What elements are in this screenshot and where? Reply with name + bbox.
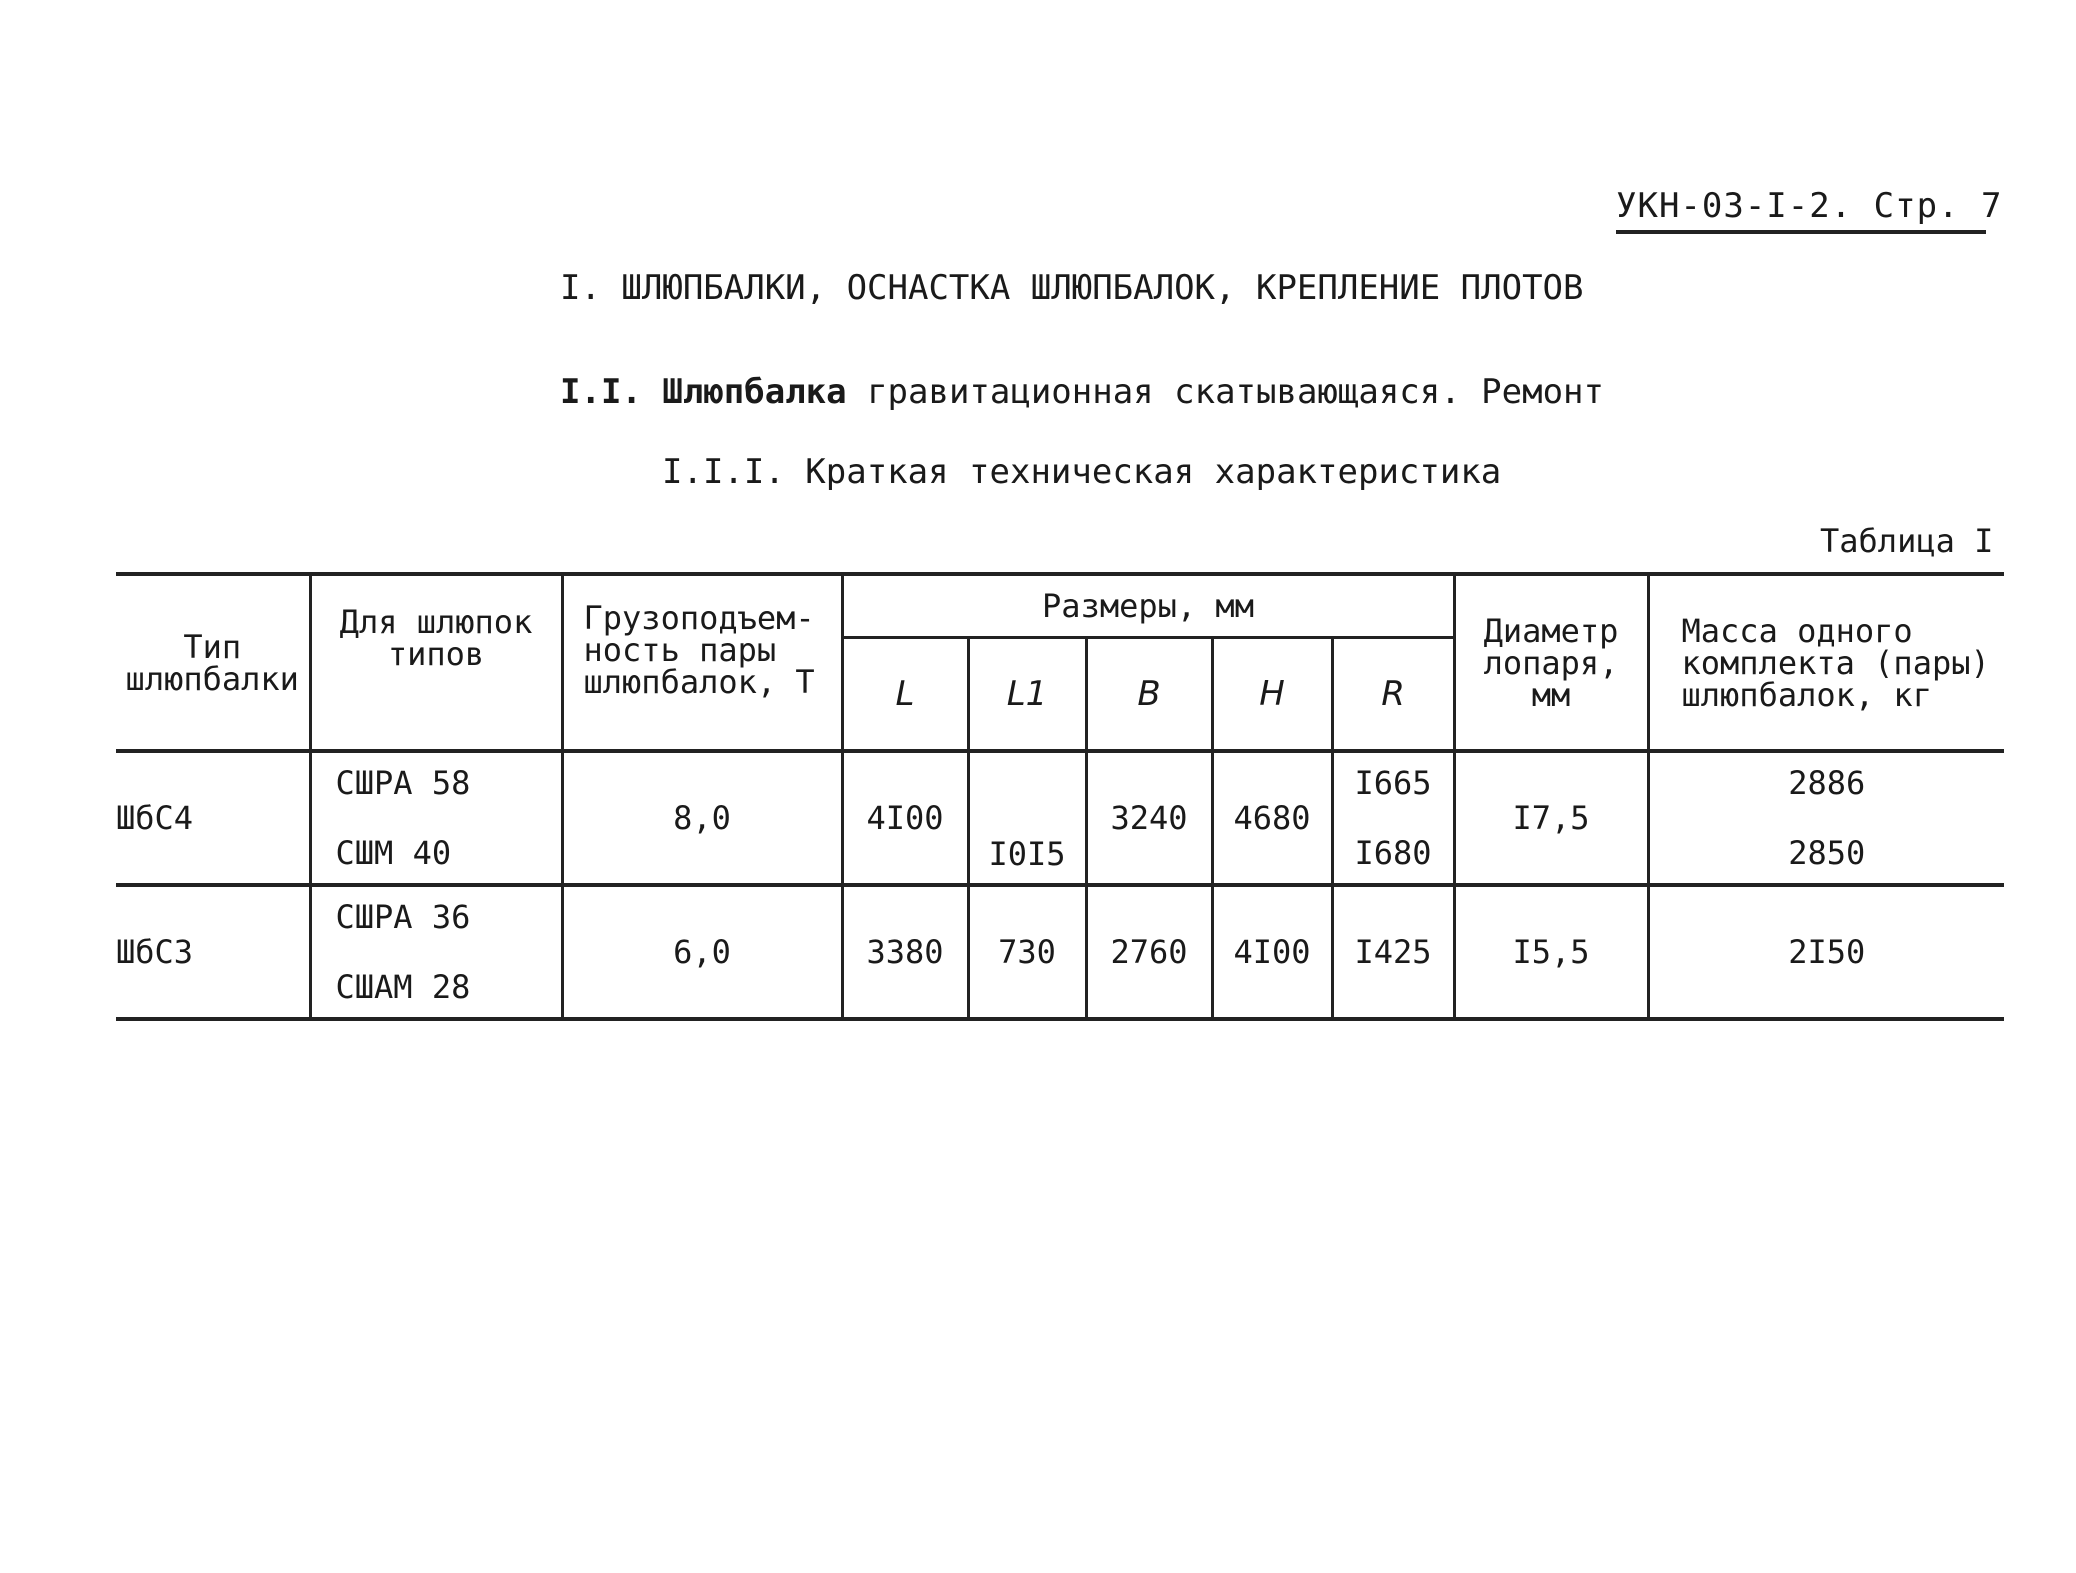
header-dim-r: R [1332,638,1454,752]
subsection-bold-word: Шлюпбалка [662,372,847,412]
cell-boat-1: СШРА 36 [335,898,471,936]
cell-mass-2: 2850 [1788,834,1866,872]
cell-diameter: I5,5 [1454,885,1648,1019]
cell-type: ШбС3 [116,885,310,1019]
section-title: I. ШЛЮПБАЛКИ, ОСНАСТКА ШЛЮПБАЛОК, КРЕПЛЕНИЕ ПЛОТОВ [560,268,1584,308]
cell-h: 4I00 [1212,885,1332,1019]
cell-r: I425 [1332,885,1454,1019]
cell-h: 4680 [1212,751,1332,885]
cell-diameter: I7,5 [1454,751,1648,885]
cell-boat-2: СШМ 40 [335,834,452,872]
cell-r-2: I680 [1354,834,1432,872]
spec-table [116,572,2004,1021]
cell-r [1332,751,1454,885]
table-row [116,885,2004,1019]
subsection-number: I.I. [560,372,642,412]
cell-mass-1: 2886 [1788,764,1866,802]
header-dim-l: L [842,638,968,752]
header-type: Тип шлюпбалки [116,574,310,751]
header-dim-h: H [1212,638,1332,752]
header-mass: Масса одного комплекта (пары) шлюпбалок, кг [1648,574,2004,751]
header-diameter: Диаметр лопаря, мм [1454,574,1648,751]
cell-capacity: 8,0 [562,751,842,885]
cell-type: ШбС4 [116,751,310,885]
cell-boat-1: СШРА 58 [335,764,471,802]
subsection-rest: гравитационная скатывающаяся. Ремонт [846,372,1604,412]
cell-l1 [968,751,1086,885]
subsubsection-title: I.I.I. Краткая техническая характеристика [662,452,1502,492]
cell-mass [1648,751,2004,885]
header-dim-l1: L1 [968,638,1086,752]
cell-b: 2760 [1086,885,1212,1019]
cell-l1-value: I0I5 [988,835,1066,873]
table-label: Таблица I [1820,522,1994,560]
cell-mass: 2I50 [1648,885,2004,1019]
cell-boat-2: СШАМ 28 [335,968,471,1006]
header-boats: Для шлюпок типов [310,574,562,751]
document-reference: УКН-03-I-2. Стр. 7 [1616,186,1986,234]
header-capacity: Грузоподъем-ность пары шлюпбалок, Т [562,574,842,751]
header-dimensions: Размеры, мм [842,574,1454,638]
cell-l1: 730 [968,885,1086,1019]
cell-boats [310,751,562,885]
cell-l: 4I00 [842,751,968,885]
cell-l: 3380 [842,885,968,1019]
cell-capacity: 6,0 [562,885,842,1019]
cell-r-1: I665 [1354,764,1432,802]
table-row [116,751,2004,885]
cell-boats [310,885,562,1019]
subsection-title [560,372,1604,412]
header-dim-b: B [1086,638,1212,752]
cell-b: 3240 [1086,751,1212,885]
